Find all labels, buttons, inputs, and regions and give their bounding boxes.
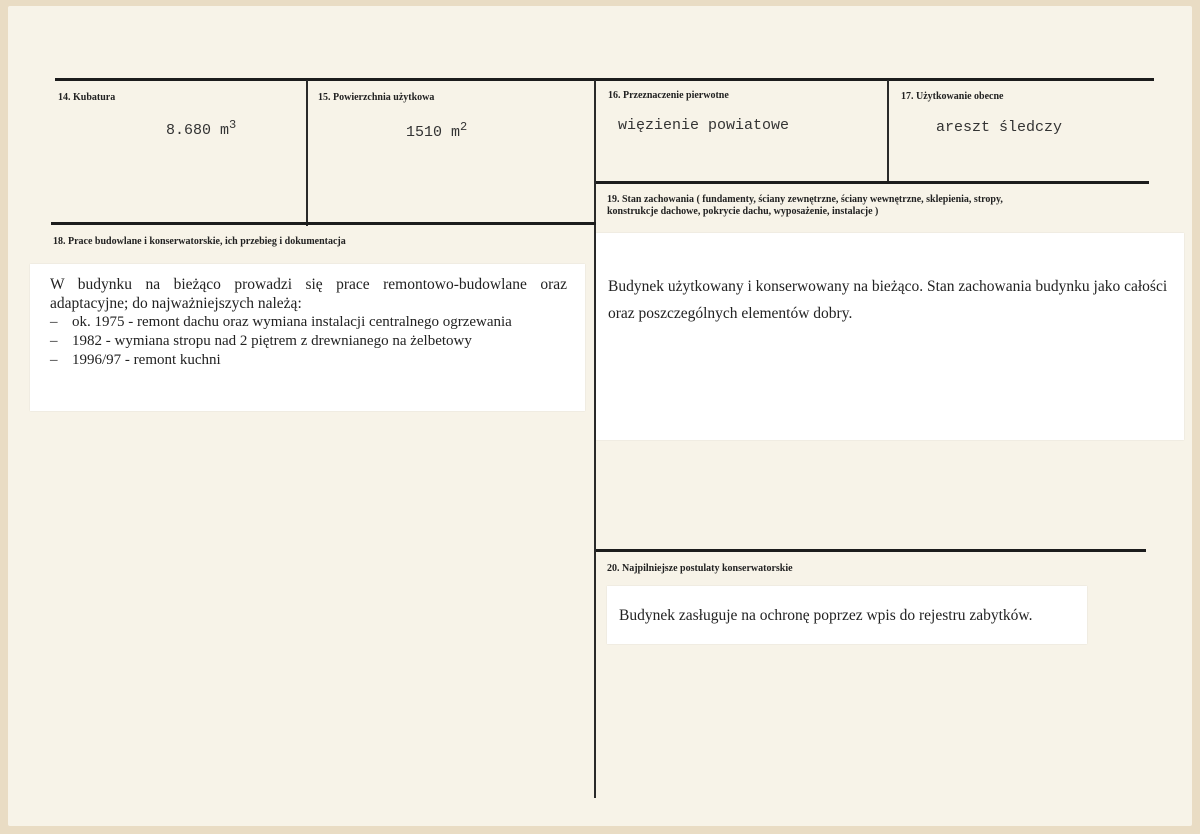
list-dash: – xyxy=(50,333,58,349)
list-item-text: 1982 - wymiana stropu nad 2 piętrem z drewnianego na żelbetowy xyxy=(72,333,472,349)
divider-14-15 xyxy=(306,80,308,226)
field-17-label: 17. Użytkowanie obecne xyxy=(901,91,1004,102)
field-15-number: 1510 m xyxy=(406,124,461,141)
field-20-paste xyxy=(607,586,1087,644)
field-16-value: więzienie powiatowe xyxy=(618,117,790,134)
list-item-text: 1996/97 - remont kuchni xyxy=(72,352,221,368)
field-18-text-block xyxy=(30,264,585,370)
field-16-label: 16. Przeznaczenie pierwotne xyxy=(608,90,729,101)
field-19-label-line1: 19. Stan zachowania ( fundamenty, ściany zewnętrzne, ściany wewnętrzne, sklepienia, stropy, xyxy=(607,194,1003,205)
field-14-number: 8.680 m xyxy=(166,122,230,139)
rule-right-20 xyxy=(596,549,1146,552)
field-18-list xyxy=(50,313,567,370)
field-18-item xyxy=(50,351,567,370)
field-14-exponent: 3 xyxy=(229,118,237,132)
divider-16-17 xyxy=(887,80,889,184)
field-19-label-line2: konstrukcje dachowe, pokrycie dachu, wyposażenie, instalacje ) xyxy=(607,206,879,217)
field-20-label: 20. Najpilniejsze postulaty konserwatorskie xyxy=(607,563,793,574)
field-17-value: areszt śledczy xyxy=(936,119,1063,136)
field-18-item xyxy=(50,332,567,351)
field-19-paste xyxy=(596,233,1184,440)
top-rule xyxy=(55,78,1154,81)
list-dash: – xyxy=(50,314,58,330)
field-19-label xyxy=(607,194,1152,218)
field-15-exponent: 2 xyxy=(460,120,468,134)
field-15-value xyxy=(406,120,467,141)
field-18-intro: W budynku na bieżąco prowadzi się prace remontowo-budowlane oraz adaptacyjne; do najważniejszych należą: xyxy=(50,276,567,312)
field-15-label: 15. Powierzchnia użytkowa xyxy=(318,92,435,103)
field-18-item xyxy=(50,313,567,332)
rule-right-19 xyxy=(596,181,1149,184)
field-20-text: Budynek zasługuje na ochronę poprzez wpis do rejestru zabytków. xyxy=(619,607,1033,624)
field-14-label: 14. Kubatura xyxy=(58,92,116,103)
field-14-value xyxy=(166,118,236,139)
field-18-paste xyxy=(30,264,585,411)
record-card xyxy=(8,6,1192,826)
rule-left-18 xyxy=(51,222,596,225)
list-dash: – xyxy=(50,352,58,368)
field-18-label: 18. Prace budowlane i konserwatorskie, ich przebieg i dokumentacja xyxy=(53,236,346,247)
field-19-text: Budynek użytkowany i konserwowany na bieżąco. Stan zachowania budynku jako całości oraz poszczególnych elementów dobry. xyxy=(608,278,1168,322)
list-item-text: ok. 1975 - remont dachu oraz wymiana instalacji centralnego ogrzewania xyxy=(72,314,512,330)
